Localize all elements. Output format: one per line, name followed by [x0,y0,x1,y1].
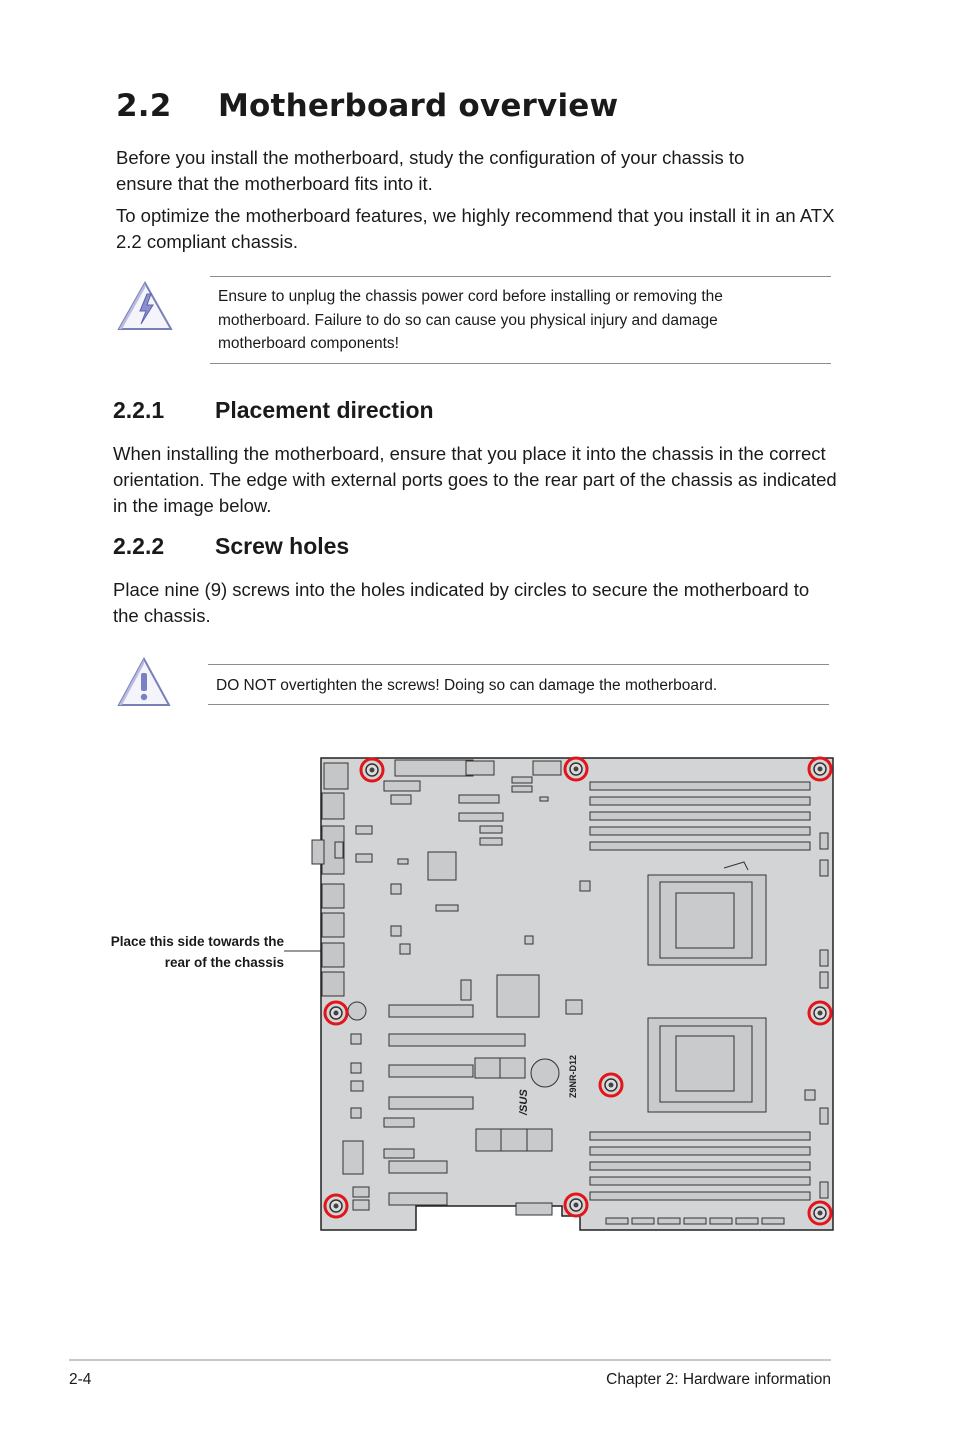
warning-note-screws-text: DO NOT overtighten the screws! Doing so can damage the motherboard. [216,677,718,694]
warning-icon-screws [116,656,172,708]
buzzer [348,1002,366,1020]
sata-connectors [606,1218,784,1224]
section-2-2-1-heading [113,397,434,424]
rear-side-callout: Place this side towards the rear of the chassis [110,934,284,970]
warning-note-power [210,276,831,364]
footer-rule [69,1359,831,1361]
section-2-2-1-number: 2.2.1 [113,397,165,423]
brand-logo-text: /SUS [518,1089,530,1115]
intro-paragraph-1: Before you install the motherboard, study the configuration of your chassis to ensure that the motherboard fits into it. [116,147,745,194]
motherboard-diagram [284,748,840,1236]
intro-paragraph-2: To optimize the motherboard features, we highly recommend that you install it in an ATX 2.2 compliant chassis. [116,205,835,252]
section-2-2-1-text: When installing the motherboard, ensure that you place it into the chassis in the correct orientation. The edge with external ports goes to the rear part of the chassis as indicated in the image below. [113,443,837,516]
page-number: 2-4 [69,1371,92,1388]
warning-note-power-text: Ensure to unplug the chassis power cord before installing or removing the motherboard. Failure to do so can cause you physical injury and damage motherboard components! [218,288,723,352]
section-2-2-2-number: 2.2.2 [113,533,165,559]
board-model-label: Z9NR-D12 [568,1054,578,1098]
section-2-2-2-text: Place nine (9) screws into the holes indicated by circles to secure the motherboard to the chassis. [113,579,810,626]
chapter-title: Chapter 2: Hardware information [606,1371,831,1388]
page-title [116,88,618,124]
cpu-socket-2 [648,1018,766,1112]
section-number: 2.2 [116,88,172,124]
warning-icon-power [116,280,174,332]
cpu-socket-1 [648,862,766,965]
section-title: Motherboard overview [218,88,619,124]
section-2-2-1-title: Placement direction [215,397,434,423]
warning-note-screws [208,664,829,705]
cmos-battery [531,1059,559,1087]
section-2-2-2-heading [113,533,349,560]
section-2-2-2-title: Screw holes [215,533,350,559]
